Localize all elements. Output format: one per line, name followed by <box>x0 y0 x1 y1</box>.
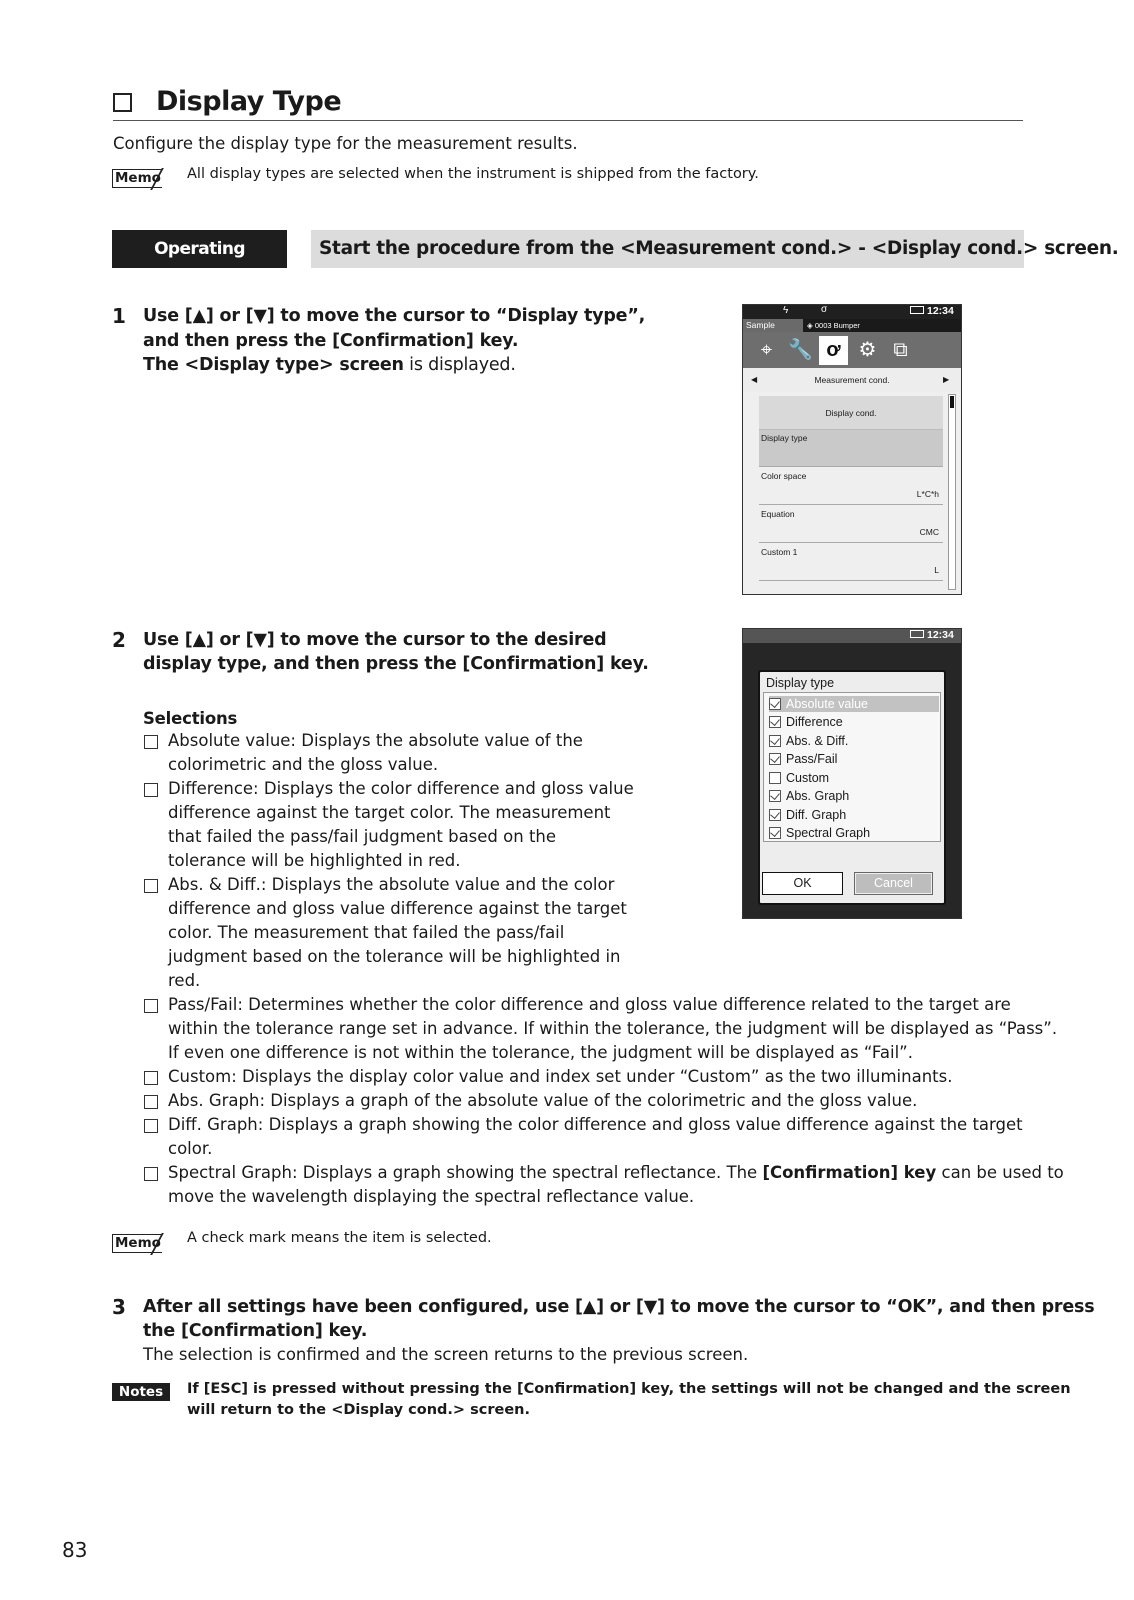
step-number: 3 <box>112 1295 126 1319</box>
bullet-text: Pass/Fail: Determines whether the color difference and gloss value difference related to the target are <box>168 995 1011 1014</box>
list-item-color-space[interactable]: Color space L*C*h <box>759 468 943 505</box>
option-spectral-graph[interactable]: Spectral Graph <box>769 825 939 841</box>
bullet-box-icon <box>144 1071 158 1085</box>
bullet-text: colorimetric and the gloss value. <box>168 755 439 774</box>
page-number: 83 <box>62 1538 88 1562</box>
option-diff-graph[interactable]: Diff. Graph <box>769 807 939 823</box>
list-item-custom-1[interactable]: Custom 1 L <box>759 544 943 581</box>
operating-procedure-label: Operating Procedure <box>112 230 287 268</box>
memo-note: All display types are selected when the instrument is shipped from the factory. <box>187 166 759 182</box>
bold-key-name: [Confirmation] key <box>762 1163 937 1182</box>
notes-text: If [ESC] is pressed without pressing the [Confirmation] key, the settings will not be changed and the screen <box>187 1381 1071 1397</box>
title-divider <box>113 120 1023 121</box>
step1-line: Use [▲] or [▼] to move the cursor to “Display type”, <box>143 306 646 326</box>
step1-result-rest: is displayed. <box>403 355 516 375</box>
nav-header <box>743 368 961 392</box>
status-bar <box>743 305 961 319</box>
checkbox-icon[interactable] <box>769 735 781 747</box>
list-item-equation[interactable]: Equation CMC <box>759 506 943 543</box>
step3-result: The selection is confirmed and the screen returns to the previous screen. <box>143 1345 749 1364</box>
ok-button[interactable]: OK <box>762 872 843 895</box>
bullet-text: red. <box>168 971 201 990</box>
bullet-box-icon <box>144 879 158 893</box>
option-pass-fail[interactable]: Pass/Fail <box>769 751 939 767</box>
list-item-display-type[interactable]: Display type <box>759 430 943 467</box>
bullet-box-icon <box>144 1095 158 1109</box>
notes-text: will return to the <Display cond.> screen. <box>187 1402 531 1418</box>
checkbox-icon[interactable] <box>769 716 781 728</box>
page-title: Display Type <box>156 86 342 117</box>
scroll-thumb[interactable] <box>950 396 954 408</box>
bullet-text: difference against the target color. The measurement <box>168 803 611 822</box>
dialog-title: Display type <box>766 676 835 690</box>
step2-line: Use [▲] or [▼] to move the cursor to the desired <box>143 630 607 650</box>
intro-text: Configure the display type for the measurement results. <box>113 134 578 153</box>
arrow-right-icon[interactable]: ▶ <box>943 375 950 384</box>
step1-result-bold: The <Display type> screen <box>143 355 404 375</box>
bullet-box-icon <box>144 783 158 797</box>
checkbox-icon[interactable] <box>769 753 781 765</box>
status-time: 12:34 <box>910 305 954 317</box>
cancel-button[interactable]: Cancel <box>854 872 933 895</box>
operating-procedure-text: Start the procedure from the <Measurement cond.> - <Display cond.> screen. <box>311 230 1024 268</box>
display-type-dialog <box>758 670 946 905</box>
device-screen-measurement-cond <box>742 304 962 595</box>
status-time: 12:34 <box>910 629 954 641</box>
bullet-text: difference and gloss value difference against the target <box>168 899 627 918</box>
gear-icon[interactable]: ⚙ <box>858 339 877 361</box>
memo-label: Memo <box>115 1235 161 1251</box>
bullet-text: move the wavelength displaying the spectral reflectance value. <box>168 1187 695 1206</box>
battery-icon <box>910 630 924 638</box>
option-list <box>763 692 941 842</box>
status-bar <box>743 629 961 643</box>
checkbox-icon[interactable] <box>769 809 781 821</box>
bullet-text: Custom: Displays the display color value and index set under “Custom” as the two illuminants. <box>168 1067 953 1086</box>
copy-icon[interactable]: ⧉ <box>893 339 908 361</box>
bullet-box-icon <box>144 1119 158 1133</box>
bullet-text: within the tolerance range set in advance. If within the tolerance, the judgment will be displayed as “Pass”. <box>168 1019 1058 1038</box>
bullet-text: tolerance will be highlighted in red. <box>168 851 461 870</box>
memo-label: Memo <box>115 170 161 186</box>
selections-heading: Selections <box>143 709 238 728</box>
sample-tab[interactable]: Sample <box>743 319 803 332</box>
crosshair-icon[interactable]: ⌖ <box>760 339 773 361</box>
memo-badge <box>112 169 168 189</box>
target-label: ◈ 0003 Bumper <box>807 321 860 330</box>
step1-line: and then press the [Confirmation] key. <box>143 331 519 351</box>
bullet-text: that failed the pass/fail judgment based on the <box>168 827 557 846</box>
memo-note: A check mark means the item is selected. <box>187 1230 492 1246</box>
option-custom[interactable]: Custom <box>769 770 939 786</box>
bullet-box-icon <box>144 735 158 749</box>
bullet-text: color. The measurement that failed the pass/fail <box>168 923 565 942</box>
step3-line: After all settings have been configured, use [▲] or [▼] to move the cursor to “OK”, and then press <box>143 1297 1095 1317</box>
bullet-text: Abs. & Diff.: Displays the absolute value and the color <box>168 875 615 894</box>
scrollbar[interactable] <box>948 394 956 590</box>
bullet-text: Diff. Graph: Displays a graph showing the color difference and gloss value difference against the target <box>168 1115 1023 1134</box>
checkbox-icon[interactable] <box>769 772 781 784</box>
option-abs-diff[interactable]: Abs. & Diff. <box>769 733 939 749</box>
option-absolute-value[interactable]: Absolute value <box>769 696 939 712</box>
bullet-text: Abs. Graph: Displays a graph of the absolute value of the colorimetric and the gloss value. <box>168 1091 918 1110</box>
bullet-text: If even one difference is not within the tolerance, the judgment will be displayed as “Fail”. <box>168 1043 913 1062</box>
bullet-text: Absolute value: Displays the absolute value of the <box>168 731 583 750</box>
notes-label: Notes <box>112 1383 170 1401</box>
wrench-icon[interactable]: 🔧 <box>788 339 813 361</box>
step1-result <box>143 355 516 375</box>
bullet-box-icon <box>144 999 158 1013</box>
list-section-header: Display cond. <box>759 396 943 430</box>
step3-line: the [Confirmation] key. <box>143 1321 368 1341</box>
checkbox-icon[interactable] <box>769 698 781 710</box>
bullet-text: color. <box>168 1139 213 1158</box>
bullet-text: judgment based on the tolerance will be highlighted in <box>168 947 621 966</box>
step-number: 2 <box>112 628 126 652</box>
checkbox-icon[interactable] <box>769 790 781 802</box>
checkbox-icon[interactable] <box>769 827 781 839</box>
title-checkbox-icon <box>113 93 132 112</box>
option-difference[interactable]: Difference <box>769 714 939 730</box>
bolt-icon: ϟ <box>783 305 789 316</box>
bullet-box-icon <box>144 1167 158 1181</box>
measure-mode-icon: σ <box>821 304 828 315</box>
option-abs-graph[interactable]: Abs. Graph <box>769 788 939 804</box>
memo-badge <box>112 1234 168 1254</box>
arrow-left-icon[interactable]: ◀ <box>751 375 758 384</box>
nav-title: Measurement cond. <box>814 375 890 385</box>
battery-icon <box>910 306 924 314</box>
bullet-text: Spectral Graph: Displays a graph showing the spectral reflectance. The [Confirmation] key can be used to <box>168 1163 1064 1182</box>
step-number: 1 <box>112 304 126 328</box>
device-screen-display-type <box>742 628 962 919</box>
step2-line: display type, and then press the [Confirmation] key. <box>143 654 649 674</box>
bullet-text: Difference: Displays the color difference and gloss value <box>168 779 634 798</box>
measure-icon[interactable]: ơ <box>819 336 848 365</box>
